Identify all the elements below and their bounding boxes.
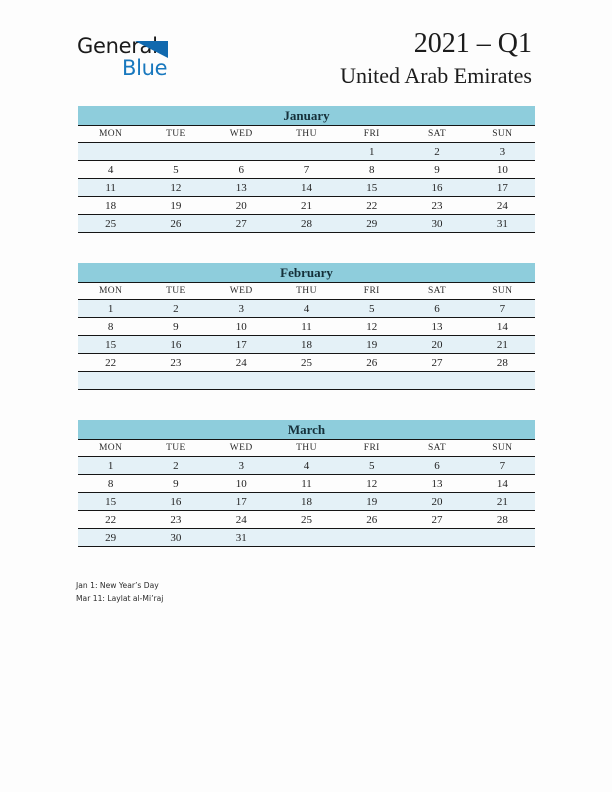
weekday-header-row: [78, 283, 535, 300]
day-cell[interactable]: 12: [339, 318, 404, 336]
day-cell[interactable]: 27: [404, 511, 469, 529]
weekday-header-row: [78, 126, 535, 143]
day-cell[interactable]: 31: [470, 215, 535, 233]
brand-logo[interactable]: [77, 36, 257, 86]
day-cell[interactable]: 26: [339, 511, 404, 529]
day-cell[interactable]: 14: [470, 475, 535, 493]
weekday-header-tue: TUE: [143, 283, 208, 300]
week-row: [78, 300, 535, 318]
week-row: [78, 215, 535, 233]
day-cell[interactable]: 24: [209, 511, 274, 529]
day-cell[interactable]: 19: [339, 493, 404, 511]
day-cell[interactable]: 19: [143, 197, 208, 215]
day-cell-empty: [78, 143, 143, 161]
day-cell-empty: [78, 372, 143, 390]
weekday-header-sat: SAT: [404, 440, 469, 457]
day-cell[interactable]: 10: [470, 161, 535, 179]
holiday-footnotes: [76, 580, 163, 605]
day-cell[interactable]: 30: [143, 529, 208, 547]
weekday-header-sun: SUN: [470, 283, 535, 300]
day-cell[interactable]: 10: [209, 318, 274, 336]
day-cell[interactable]: 25: [274, 354, 339, 372]
week-row: [78, 197, 535, 215]
day-cell[interactable]: 16: [143, 336, 208, 354]
day-cell[interactable]: 6: [404, 457, 469, 475]
day-cell[interactable]: 11: [78, 179, 143, 197]
weekday-header-thu: THU: [274, 126, 339, 143]
day-cell[interactable]: 26: [339, 354, 404, 372]
month-grid: [78, 440, 535, 547]
title-block: [340, 28, 532, 91]
weekday-header-sun: SUN: [470, 440, 535, 457]
day-cell[interactable]: 2: [404, 143, 469, 161]
day-cell[interactable]: 28: [274, 215, 339, 233]
day-cell-empty: [274, 529, 339, 547]
day-cell-empty: [274, 372, 339, 390]
day-cell-empty: [209, 143, 274, 161]
day-cell[interactable]: 2: [143, 457, 208, 475]
week-row: [78, 143, 535, 161]
week-row: [78, 161, 535, 179]
day-cell[interactable]: 17: [209, 336, 274, 354]
day-cell-holiday[interactable]: 11: [274, 475, 339, 493]
week-row: [78, 318, 535, 336]
month-block-february: [78, 263, 535, 390]
day-cell[interactable]: 14: [274, 179, 339, 197]
day-cell[interactable]: 25: [274, 511, 339, 529]
day-cell[interactable]: 13: [404, 318, 469, 336]
month-block-march: [78, 420, 535, 547]
weekday-header-wed: WED: [209, 126, 274, 143]
day-cell[interactable]: 9: [143, 475, 208, 493]
brand-name-general: General: [77, 34, 158, 58]
day-cell[interactable]: 15: [339, 179, 404, 197]
day-cell[interactable]: 1: [78, 300, 143, 318]
day-cell[interactable]: 14: [470, 318, 535, 336]
month-block-january: [78, 106, 535, 233]
week-row: [78, 511, 535, 529]
day-cell[interactable]: 27: [209, 215, 274, 233]
day-cell[interactable]: 11: [274, 318, 339, 336]
weekday-header-mon: MON: [78, 126, 143, 143]
page-subtitle: United Arab Emirates: [340, 63, 532, 89]
day-cell-empty: [274, 143, 339, 161]
day-cell[interactable]: 4: [78, 161, 143, 179]
day-cell[interactable]: 12: [339, 475, 404, 493]
day-cell[interactable]: 2: [143, 300, 208, 318]
weekday-header-sat: SAT: [404, 283, 469, 300]
day-cell[interactable]: 5: [339, 457, 404, 475]
day-cell[interactable]: 20: [404, 493, 469, 511]
day-cell-empty: [143, 143, 208, 161]
day-cell[interactable]: 15: [78, 493, 143, 511]
day-cell[interactable]: 18: [274, 336, 339, 354]
week-row: [78, 493, 535, 511]
day-cell[interactable]: 5: [339, 300, 404, 318]
week-row: [78, 336, 535, 354]
day-cell-empty: [209, 372, 274, 390]
day-cell[interactable]: 20: [404, 336, 469, 354]
day-cell[interactable]: 10: [209, 475, 274, 493]
week-row: [78, 529, 535, 547]
brand-name-blue: Blue: [122, 56, 168, 80]
day-cell[interactable]: 7: [470, 457, 535, 475]
weekday-header-tue: TUE: [143, 126, 208, 143]
day-cell[interactable]: 23: [143, 354, 208, 372]
day-cell-empty: [339, 529, 404, 547]
day-cell-holiday[interactable]: 1: [339, 143, 404, 161]
day-cell[interactable]: 9: [404, 161, 469, 179]
weekday-header-fri: FRI: [339, 126, 404, 143]
day-cell[interactable]: 18: [274, 493, 339, 511]
footnote-line: Mar 11: Laylat al-Mi’raj: [76, 593, 164, 603]
week-row: [78, 475, 535, 493]
day-cell-empty: [404, 372, 469, 390]
day-cell-empty: [470, 372, 535, 390]
day-cell[interactable]: 17: [470, 179, 535, 197]
day-cell[interactable]: 29: [339, 215, 404, 233]
day-cell[interactable]: 24: [470, 197, 535, 215]
day-cell[interactable]: 22: [78, 354, 143, 372]
day-cell[interactable]: 16: [143, 493, 208, 511]
weekday-header-sun: SUN: [470, 126, 535, 143]
day-cell[interactable]: 21: [274, 197, 339, 215]
weekday-header-mon: MON: [78, 440, 143, 457]
month-grid: [78, 126, 535, 233]
footnote-line: Jan 1: New Year’s Day: [76, 581, 159, 590]
day-cell-empty: [470, 529, 535, 547]
day-cell[interactable]: 28: [470, 511, 535, 529]
week-row: [78, 354, 535, 372]
day-cell[interactable]: 4: [274, 457, 339, 475]
week-row: [78, 372, 535, 390]
week-row: [78, 457, 535, 475]
day-cell[interactable]: 8: [78, 318, 143, 336]
page-header: [0, 0, 612, 100]
weekday-header-mon: MON: [78, 283, 143, 300]
day-cell[interactable]: 12: [143, 179, 208, 197]
weekday-header-fri: FRI: [339, 440, 404, 457]
day-cell-empty: [143, 372, 208, 390]
day-cell[interactable]: 23: [404, 197, 469, 215]
day-cell[interactable]: 7: [470, 300, 535, 318]
day-cell-empty: [339, 372, 404, 390]
day-cell[interactable]: 26: [143, 215, 208, 233]
day-cell[interactable]: 13: [209, 179, 274, 197]
month-title: February: [78, 263, 535, 283]
day-cell[interactable]: 7: [274, 161, 339, 179]
day-cell[interactable]: 31: [209, 529, 274, 547]
day-cell[interactable]: 24: [209, 354, 274, 372]
month-grid: [78, 283, 535, 390]
week-row: [78, 179, 535, 197]
day-cell[interactable]: 22: [78, 511, 143, 529]
weekday-header-wed: WED: [209, 283, 274, 300]
day-cell[interactable]: 13: [404, 475, 469, 493]
day-cell[interactable]: 9: [143, 318, 208, 336]
day-cell[interactable]: 23: [143, 511, 208, 529]
day-cell[interactable]: 4: [274, 300, 339, 318]
day-cell[interactable]: 29: [78, 529, 143, 547]
day-cell[interactable]: 6: [209, 161, 274, 179]
weekday-header-sat: SAT: [404, 126, 469, 143]
day-cell[interactable]: 3: [209, 300, 274, 318]
day-cell[interactable]: 21: [470, 493, 535, 511]
day-cell[interactable]: 3: [470, 143, 535, 161]
day-cell[interactable]: 5: [143, 161, 208, 179]
day-cell[interactable]: 30: [404, 215, 469, 233]
month-title: March: [78, 420, 535, 440]
weekday-header-wed: WED: [209, 440, 274, 457]
day-cell-empty: [404, 529, 469, 547]
day-cell[interactable]: 16: [404, 179, 469, 197]
day-cell[interactable]: 15: [78, 336, 143, 354]
day-cell[interactable]: 27: [404, 354, 469, 372]
day-cell[interactable]: 8: [339, 161, 404, 179]
day-cell[interactable]: 28: [470, 354, 535, 372]
day-cell[interactable]: 20: [209, 197, 274, 215]
day-cell[interactable]: 1: [78, 457, 143, 475]
day-cell[interactable]: 6: [404, 300, 469, 318]
weekday-header-thu: THU: [274, 283, 339, 300]
day-cell[interactable]: 3: [209, 457, 274, 475]
day-cell[interactable]: 21: [470, 336, 535, 354]
day-cell[interactable]: 22: [339, 197, 404, 215]
day-cell[interactable]: 17: [209, 493, 274, 511]
weekday-header-thu: THU: [274, 440, 339, 457]
weekday-header-row: [78, 440, 535, 457]
weekday-header-fri: FRI: [339, 283, 404, 300]
weekday-header-tue: TUE: [143, 440, 208, 457]
day-cell[interactable]: 18: [78, 197, 143, 215]
page-title: 2021 – Q1: [413, 28, 532, 59]
day-cell[interactable]: 8: [78, 475, 143, 493]
month-title: January: [78, 106, 535, 126]
day-cell[interactable]: 25: [78, 215, 143, 233]
day-cell[interactable]: 19: [339, 336, 404, 354]
